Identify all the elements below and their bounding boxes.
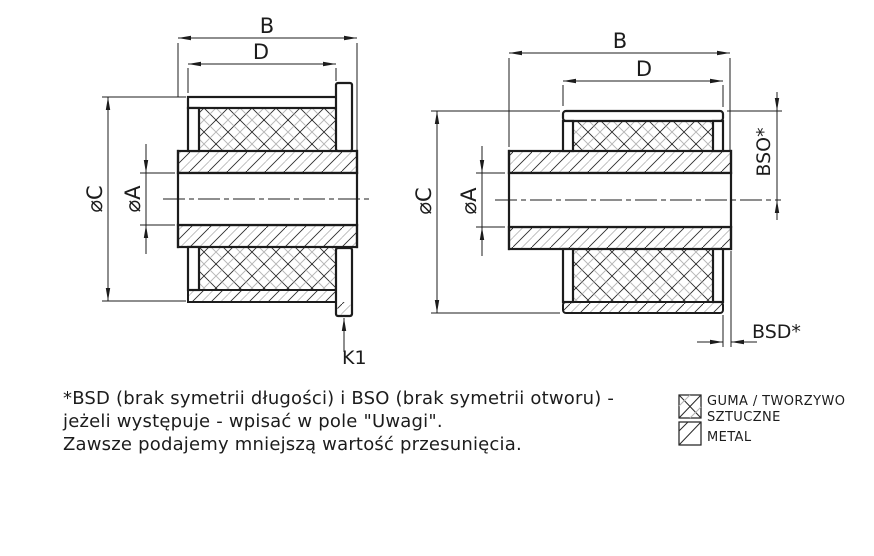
- right-inner-sleeve-upper-wall: [509, 151, 731, 173]
- left-outer-sleeve-lip-bottom-left: [188, 247, 199, 290]
- left-rubber-lower: [199, 247, 336, 290]
- right-outer-sleeve-top-wall: [563, 111, 723, 121]
- legend-metal-swatch: [679, 422, 701, 445]
- left-dim-d-label: D: [252, 40, 270, 64]
- legend-rubber-label-line2: SZTUCZNE: [707, 410, 781, 425]
- left-outer-sleeve-top-wall: [188, 97, 337, 108]
- footnote: [62, 388, 614, 455]
- footnote-line-3: Zawsze podajemy mniejszą wartość przesunięcia.: [63, 434, 522, 455]
- right-dim-d: [563, 57, 723, 107]
- right-outer-sleeve-lip-top-right: [713, 121, 723, 151]
- footnote-line-2: jeżeli występuje - wpisać w pole "Uwagi".: [63, 411, 443, 432]
- left-flange-tab-hatch: [338, 302, 351, 315]
- left-dim-c-label: ⌀C: [83, 185, 107, 213]
- right-rubber-upper: [573, 121, 713, 151]
- right-dim-bso: [727, 92, 782, 220]
- right-outer-sleeve-bottom-wall: [563, 302, 723, 313]
- right-outer-sleeve-lip-bottom-right: [713, 249, 723, 302]
- left-view: [83, 14, 371, 369]
- left-dim-d: [188, 40, 336, 93]
- left-dim-b-label: B: [259, 14, 275, 38]
- right-rubber-lower: [573, 249, 713, 302]
- hatch-legend: [679, 394, 845, 445]
- footnote-line-1: *BSD (brak symetrii długości) i BSO (brak symetrii otworu) -: [63, 388, 615, 409]
- right-dim-bsd-label: BSD*: [752, 321, 801, 343]
- right-outer-sleeve-lip-bottom-left: [563, 249, 573, 302]
- right-dim-c-label: ⌀C: [412, 187, 436, 215]
- right-dim-a: [457, 146, 505, 256]
- left-rubber-upper: [199, 108, 336, 151]
- legend-rubber-swatch: [679, 395, 701, 418]
- right-dim-d-label: D: [635, 57, 653, 81]
- left-flange-top: [336, 83, 352, 151]
- right-outer-sleeve-lip-top-left: [563, 121, 573, 151]
- left-k1-label: K1: [342, 347, 367, 369]
- left-k1-leader: [342, 318, 367, 369]
- right-dim-a-label: ⌀A: [457, 187, 481, 215]
- right-dim-bso-label: BSO*: [753, 127, 775, 177]
- legend-rubber-label-line1: GUMA / TWORZYWO: [707, 394, 846, 409]
- left-outer-sleeve-bottom-wall: [188, 290, 337, 302]
- left-inner-sleeve-lower-wall: [178, 225, 357, 247]
- left-dim-a-label: ⌀A: [121, 185, 145, 213]
- right-inner-sleeve-lower-wall: [509, 227, 731, 249]
- right-dim-b-label: B: [612, 29, 628, 53]
- left-inner-sleeve-upper-wall: [178, 151, 357, 173]
- right-view: [412, 29, 801, 347]
- left-outer-sleeve-lip-top-left: [188, 108, 199, 151]
- legend-metal-label: METAL: [707, 430, 752, 445]
